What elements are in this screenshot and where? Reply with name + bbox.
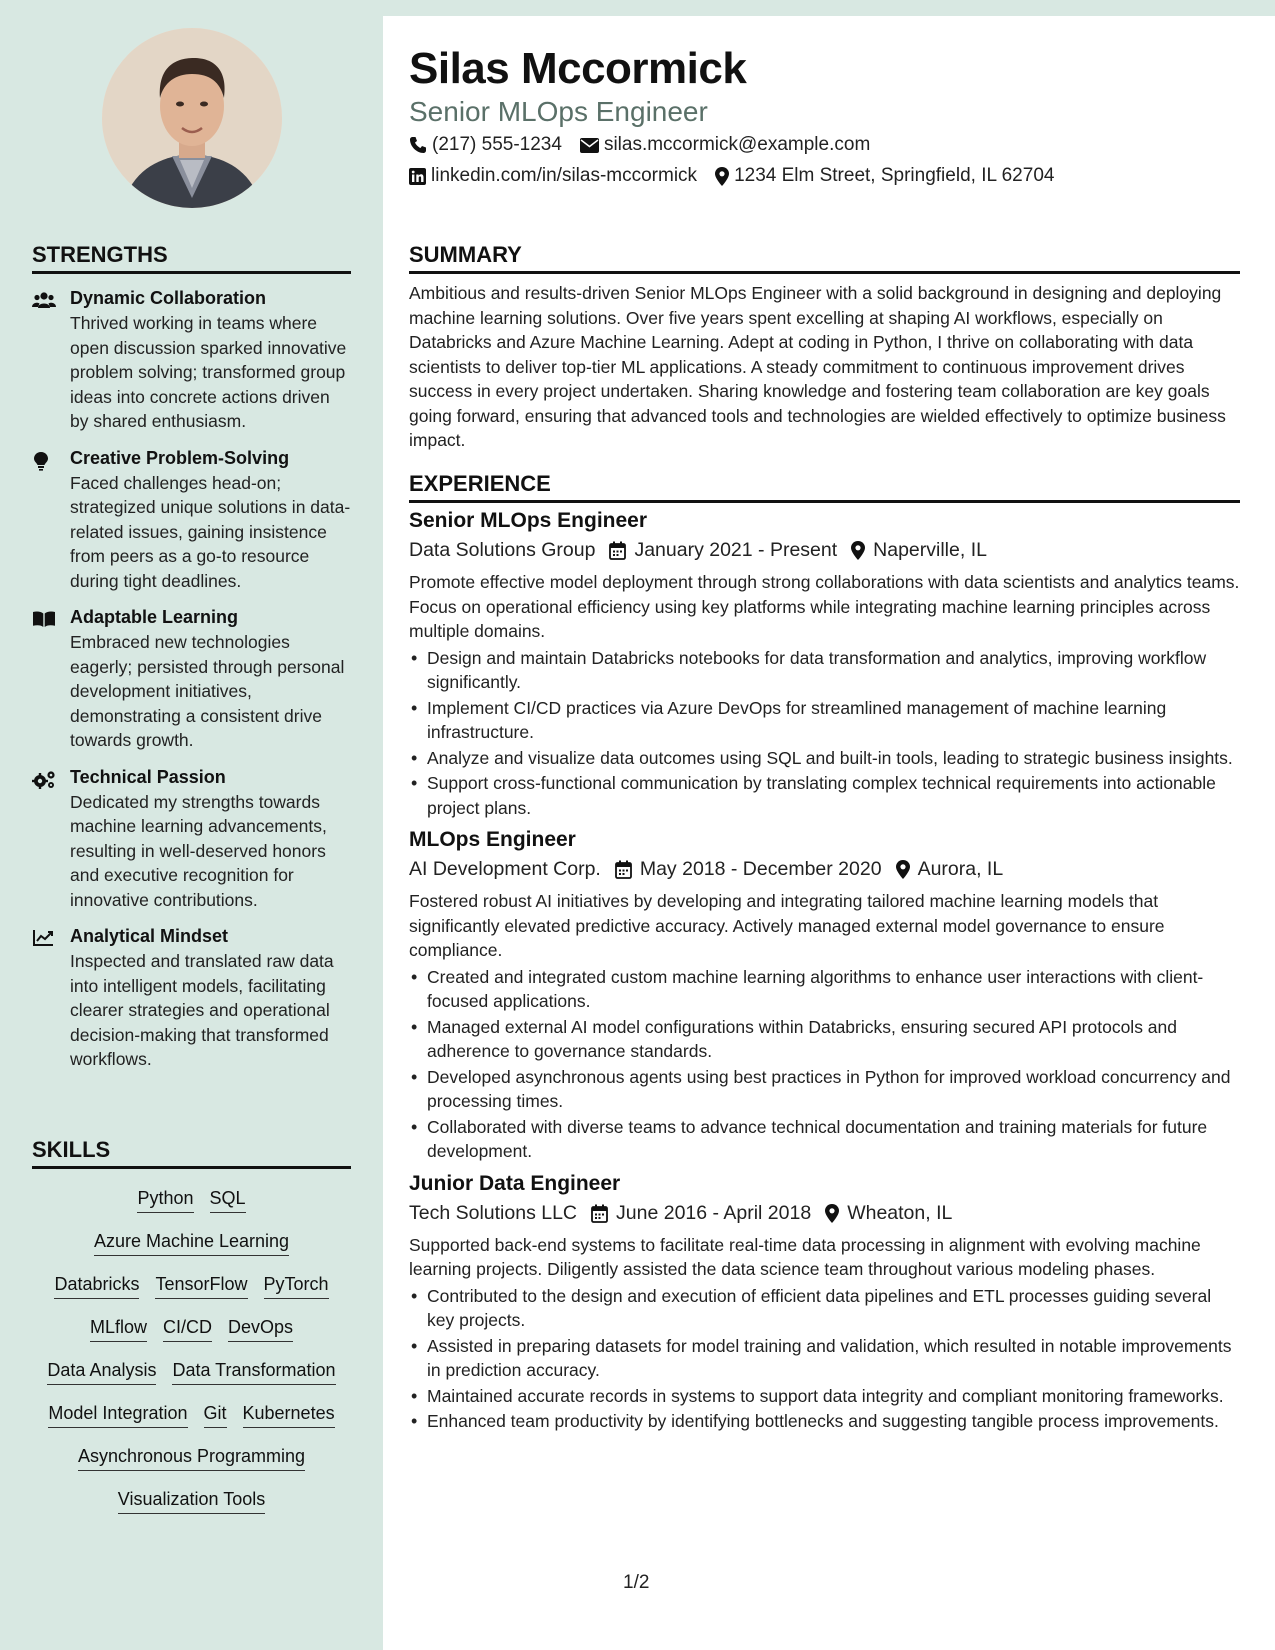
job-entry	[409, 1172, 1240, 1434]
job-dates-item	[591, 1202, 811, 1225]
email-text: silas.mccormick@example.com	[603, 134, 871, 155]
job-bullet: • Assisted in preparing datasets for model training and validation, which resulted in notable improvements in prediction accuracy.	[409, 1334, 1240, 1383]
job-bullet: • Developed asynchronous agents using best practices in Python for improved workload concurrency and processing times.	[409, 1065, 1240, 1114]
lightbulb-icon	[32, 448, 70, 594]
job-title: MLOps Engineer	[409, 828, 576, 851]
job-bullet: • Support cross-functional communication by translating complex technical requirements into actionable project plans.	[409, 771, 1240, 820]
job-location-item	[896, 858, 1004, 881]
job-bullet: • Enhanced team productivity by identifying bottlenecks and suggesting tangible process improvements.	[409, 1409, 1240, 1434]
job-entry	[409, 509, 1240, 820]
skill-tag: Asynchronous Programming	[78, 1445, 305, 1471]
job-bullets	[409, 1284, 1240, 1434]
experience-section	[409, 471, 1240, 1435]
job-description: Fostered robust AI initiatives by developing and integrating tailored machine learning models that significantly elevated predictive accuracy. Actively managed external model governance to ensure compliance.	[409, 891, 1165, 960]
skill-tag: CI/CD	[163, 1316, 212, 1342]
job-title: Senior MLOps Engineer	[409, 509, 648, 532]
job-meta	[409, 539, 1240, 562]
users-icon	[32, 288, 70, 434]
skill-tag: Data Analysis	[47, 1359, 156, 1385]
skill-row	[32, 1187, 351, 1213]
job-company: Tech Solutions LLC	[409, 1201, 578, 1224]
strength-desc: Embraced new technologies eagerly; persisted through personal development initiatives, demonstrating a consistent drive towards growth.	[70, 632, 345, 750]
strength-title: Technical Passion	[70, 766, 226, 787]
job-dates: June 2016 - April 2018	[616, 1201, 812, 1224]
map-pin-icon	[715, 167, 729, 186]
strength-desc: Faced challenges head-on; strategized unique solutions in data-related issues, gaining insistence from peers as a go-to resource during tight deadlines.	[70, 472, 351, 591]
job-description: Supported back-end systems to facilitate real-time data processing in alignment with evolving machine learning projects. Diligently assisted the data science team throughout various modeling phases.	[409, 1234, 1201, 1279]
job-bullet: • Maintained accurate records in systems to support data integrity and compliant monitoring frameworks.	[409, 1384, 1240, 1409]
strength-item	[32, 767, 351, 913]
summary-text: Ambitious and results-driven Senior MLOps Engineer with a solid background in designing and deploying machine learning solutions. Over five years spent excelling at shaping AI workflows, especially on Databricks and Azure Machine Learning. Adept at coding in Python, I thrive on collaborating with data scientists to deliver top-tier ML applications. A steady commitment to continuous improvement drives success in every project undertaken. Sharing knowledge and fostering team collaboration are key goals going forward, ensuring that advanced tools and technologies are wielded effectively to optimize business impact.	[409, 283, 1226, 450]
job-dates-item	[609, 539, 837, 562]
address-contact	[715, 165, 1054, 187]
strength-item	[32, 448, 351, 594]
skill-tag: SQL	[210, 1187, 246, 1213]
job-bullets	[409, 965, 1240, 1164]
strength-desc: Inspected and translated raw data into intelligent models, facilitating clearer strategies and operational decision-making that transformed workflows.	[70, 951, 334, 1069]
strengths-list	[32, 288, 351, 1072]
job-bullets	[409, 646, 1240, 821]
skill-tag: Model Integration	[48, 1402, 187, 1428]
job-bullet: • Contributed to the design and execution of efficient data pipelines and ETL processes guiding several key projects.	[409, 1284, 1240, 1333]
skill-row	[32, 1488, 351, 1514]
job-company: AI Development Corp.	[409, 858, 601, 880]
job-bullet: • Design and maintain Databricks notebooks for data transformation and analytics, improving workflow significantly.	[409, 646, 1240, 695]
skills-list	[32, 1187, 351, 1514]
strength-item	[32, 926, 351, 1072]
job-dates: January 2021 - Present	[634, 539, 838, 561]
main-content	[383, 16, 1275, 1650]
skills-title: SKILLS	[32, 1137, 351, 1169]
skill-tag: Kubernetes	[243, 1402, 335, 1428]
map-pin-icon	[851, 541, 865, 560]
skill-row	[32, 1402, 351, 1428]
job-location-item	[825, 1202, 952, 1225]
profile-photo	[102, 28, 282, 208]
phone-contact	[409, 134, 562, 156]
linkedin-text: linkedin.com/in/silas-mccormick	[431, 165, 698, 186]
strength-title: Adaptable Learning	[70, 607, 239, 627]
job-company: Data Solutions Group	[409, 539, 596, 561]
job-meta	[409, 1202, 1240, 1225]
linkedin-icon	[409, 168, 426, 185]
strength-item	[32, 288, 351, 434]
calendar-icon	[591, 1204, 608, 1223]
book-icon	[32, 607, 70, 753]
summary-title: SUMMARY	[409, 242, 1240, 274]
gears-icon	[32, 767, 70, 913]
experience-title: EXPERIENCE	[409, 471, 1240, 503]
strength-title: Creative Problem-Solving	[70, 447, 290, 468]
contact-row-1	[409, 134, 888, 156]
chart-line-icon	[32, 926, 70, 1072]
email-contact	[580, 134, 870, 156]
job-location: Wheaton, IL	[847, 1201, 953, 1224]
skill-row	[32, 1359, 351, 1385]
job-location-item	[851, 539, 987, 562]
skill-tag: Azure Machine Learning	[94, 1230, 289, 1256]
candidate-name: Silas Mccormick	[409, 44, 747, 93]
job-title: Junior Data Engineer	[409, 1171, 621, 1195]
job-bullet: • Created and integrated custom machine learning algorithms to enhance user interactions with client-focused applications.	[409, 965, 1240, 1014]
job-bullet: • Collaborated with diverse teams to advance technical documentation and training materials for future development.	[409, 1115, 1240, 1164]
job-meta	[409, 858, 1240, 881]
skill-row	[32, 1273, 351, 1299]
strength-title: Dynamic Collaboration	[70, 288, 267, 308]
strengths-title: STRENGTHS	[32, 242, 351, 274]
map-pin-icon	[825, 1204, 839, 1223]
sidebar	[0, 0, 383, 1650]
skill-tag: TensorFlow	[155, 1273, 247, 1299]
avatar	[102, 28, 282, 208]
job-location: Naperville, IL	[873, 539, 987, 561]
envelope-icon	[580, 138, 599, 153]
skill-tag: Python	[137, 1187, 193, 1213]
skill-row	[32, 1316, 351, 1342]
strength-desc: Thrived working in teams where open discussion sparked innovative problem solving; transformed group ideas into concrete actions driven by shared enthusiasm.	[70, 313, 347, 431]
skill-tag: Git	[204, 1402, 227, 1428]
calendar-icon	[609, 541, 626, 560]
job-bullet: • Analyze and visualize data outcomes using SQL and built-in tools, leading to strategic business insights.	[409, 746, 1240, 771]
summary-section	[409, 242, 1240, 453]
strength-desc: Dedicated my strengths towards machine learning advancements, resulting in well-deserved honors and executive recognition for innovative contributions.	[70, 791, 327, 910]
calendar-icon	[615, 860, 632, 879]
skill-row	[32, 1230, 351, 1256]
skill-tag: PyTorch	[264, 1273, 329, 1299]
linkedin-contact	[409, 165, 697, 187]
skill-tag: MLflow	[90, 1316, 147, 1342]
skill-row	[32, 1445, 351, 1471]
page-number: 1/2	[623, 1572, 650, 1593]
job-dates: May 2018 - December 2020	[639, 858, 882, 880]
map-pin-icon	[896, 860, 910, 879]
phone-text: (217) 555-1234	[432, 134, 562, 155]
strength-item	[32, 607, 351, 753]
job-description: Promote effective model deployment through strong collaborations with data scientists and analytics teams. Focus on operational efficiency using key platforms while integrating machine learning principles across multiple domains.	[409, 572, 1240, 641]
job-bullet: • Managed external AI model configurations within Databricks, ensuring secured API protocols and adherence to governance standards.	[409, 1015, 1240, 1064]
skill-tag: Data Transformation	[172, 1359, 335, 1385]
job-entry	[409, 828, 1240, 1164]
job-location: Aurora, IL	[917, 858, 1004, 880]
strength-title: Analytical Mindset	[70, 926, 229, 946]
candidate-role: Senior MLOps Engineer	[409, 96, 708, 127]
skills-section	[32, 1137, 351, 1531]
skill-tag: Databricks	[54, 1273, 139, 1299]
skill-tag: Visualization Tools	[118, 1488, 265, 1514]
job-dates-item	[615, 858, 882, 881]
phone-icon	[409, 136, 427, 154]
address-text: 1234 Elm Street, Springfield, IL 62704	[734, 165, 1055, 186]
contact-row-2	[409, 165, 1072, 187]
job-bullet: • Implement CI/CD practices via Azure DevOps for streamlined management of machine learning infrastructure.	[409, 696, 1240, 745]
strengths-section	[32, 242, 351, 1086]
skill-tag: DevOps	[228, 1316, 293, 1342]
